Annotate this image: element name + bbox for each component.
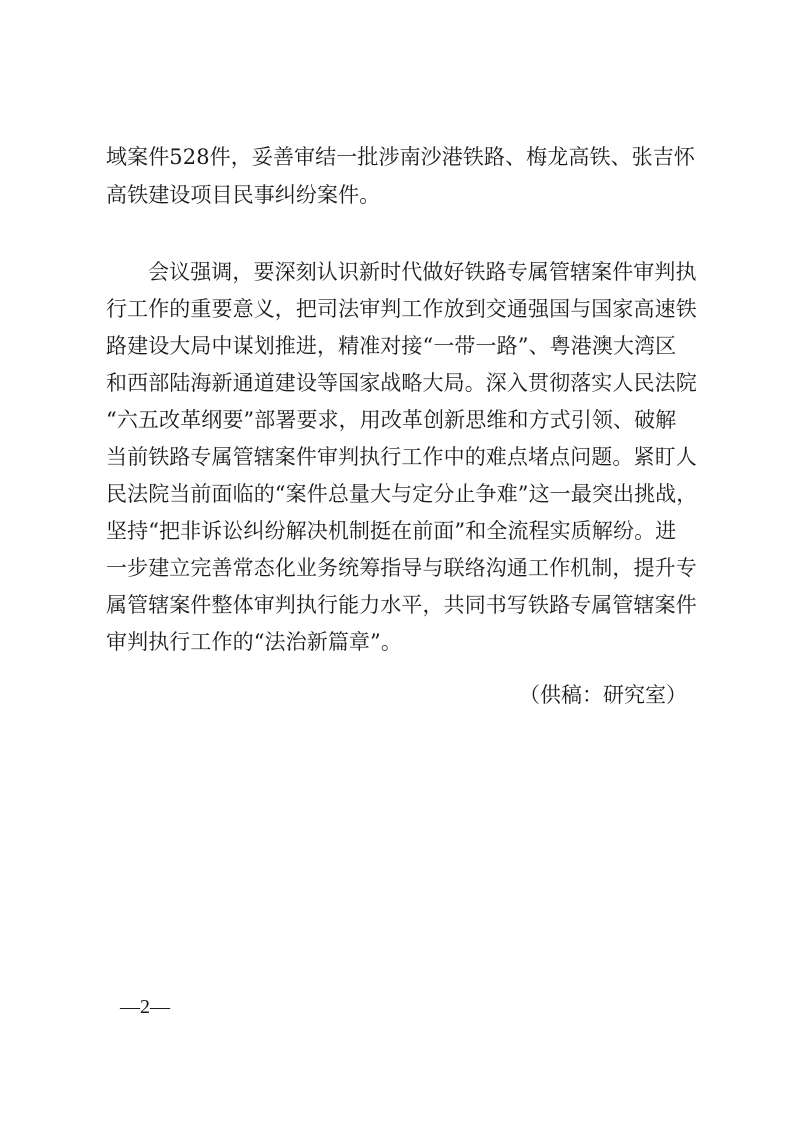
paragraph-2-line-5: “六五改革纲要”部署要求，用改革创新思维和方式引领、破解 [106,408,677,432]
paragraph-2-line-11: 审判执行工作的“法治新篇章”。 [106,630,402,654]
paragraph-2-line-10: 属管辖案件整体审判执行能力水平，共同书写铁路专属管辖案件 [106,593,697,617]
paragraph-2-line-2: 行工作的重要意义，把司法审判工作放到交通强国与国家高速铁 [106,297,697,321]
page-number: —2— [120,996,170,1018]
credit-line: （供稿：研究室） [519,683,687,707]
paragraph-2-line-6: 当前铁路专属管辖案件审判执行工作中的难点堵点问题。紧盯人 [106,445,697,469]
paragraph-2-line-7: 民法院当前面临的“案件总量大与定分止争难”这一最突出挑战， [106,482,698,506]
paragraph-2-line-9: 一步建立完善常态化业务统筹指导与联络沟通工作机制，提升专 [106,556,697,580]
paragraph-2-line-1: 会议强调，要深刻认识新时代做好铁路专属管辖案件审判执 [148,260,697,284]
paragraph-2-line-8: 坚持“把非诉讼纠纷解决机制挺在前面”和全流程实质解纷。进 [106,519,677,543]
paragraph-1-line-1: 域案件528件，妥善审结一批涉南沙港铁路、梅龙高铁、张吉怀 [106,145,695,169]
paragraph-2-line-4: 和西部陆海新通道建设等国家战略大局。深入贯彻落实人民法院 [106,371,697,395]
paragraph-1-line-2: 高铁建设项目民事纠纷案件。 [106,183,381,207]
paragraph-2-line-3: 路建设大局中谋划推进，精准对接“一带一路”、粤港澳大湾区 [106,334,677,358]
